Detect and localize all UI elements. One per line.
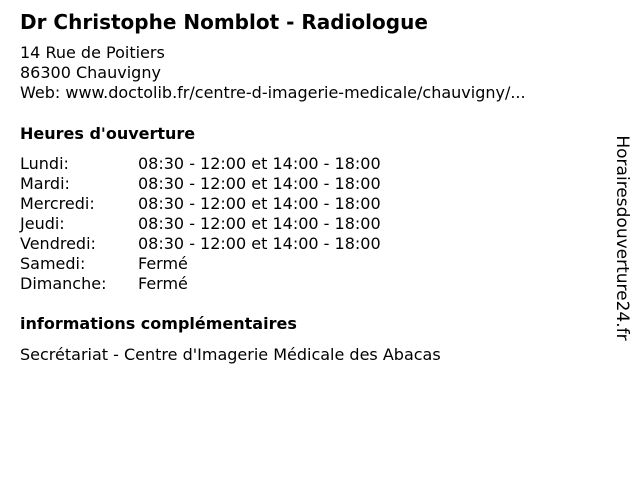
hours-row-friday [20, 234, 381, 254]
page-title: Dr Christophe Nomblot - Radiologue [20, 10, 428, 34]
website-link[interactable]: Web: www.doctolib.fr/centre-d-imagerie-medicale/chauvigny/... [20, 83, 526, 102]
day-label: Dimanche: [20, 274, 107, 293]
additional-info-heading: informations complémentaires [20, 314, 297, 333]
day-hours: 08:30 - 12:00 et 14:00 - 18:00 [138, 174, 381, 193]
hours-row-wednesday [20, 194, 381, 214]
day-hours: 08:30 - 12:00 et 14:00 - 18:00 [138, 194, 381, 213]
opening-hours-heading: Heures d'ouverture [20, 124, 196, 143]
day-label: Mercredi: [20, 194, 95, 213]
day-hours: 08:30 - 12:00 et 14:00 - 18:00 [138, 234, 381, 253]
day-label: Samedi: [20, 254, 86, 273]
hours-row-saturday [20, 254, 381, 274]
site-watermark: Horairesdouverture24.fr [612, 135, 632, 341]
hours-row-tuesday [20, 174, 381, 194]
day-hours: Fermé [138, 254, 188, 273]
day-label: Jeudi: [20, 214, 65, 233]
day-hours: 08:30 - 12:00 et 14:00 - 18:00 [138, 214, 381, 233]
day-hours: Fermé [138, 274, 188, 293]
hours-row-thursday [20, 214, 381, 234]
day-label: Vendredi: [20, 234, 96, 253]
address-block [20, 43, 526, 103]
hours-row-sunday [20, 274, 381, 294]
day-hours: 08:30 - 12:00 et 14:00 - 18:00 [138, 154, 381, 173]
address-street: 14 Rue de Poitiers [20, 43, 165, 62]
opening-hours-table [20, 154, 381, 294]
day-label: Mardi: [20, 174, 70, 193]
day-label: Lundi: [20, 154, 69, 173]
additional-info-text: Secrétariat - Centre d'Imagerie Médicale des Abacas [20, 345, 441, 364]
address-city: 86300 Chauvigny [20, 63, 161, 82]
hours-row-monday [20, 154, 381, 174]
